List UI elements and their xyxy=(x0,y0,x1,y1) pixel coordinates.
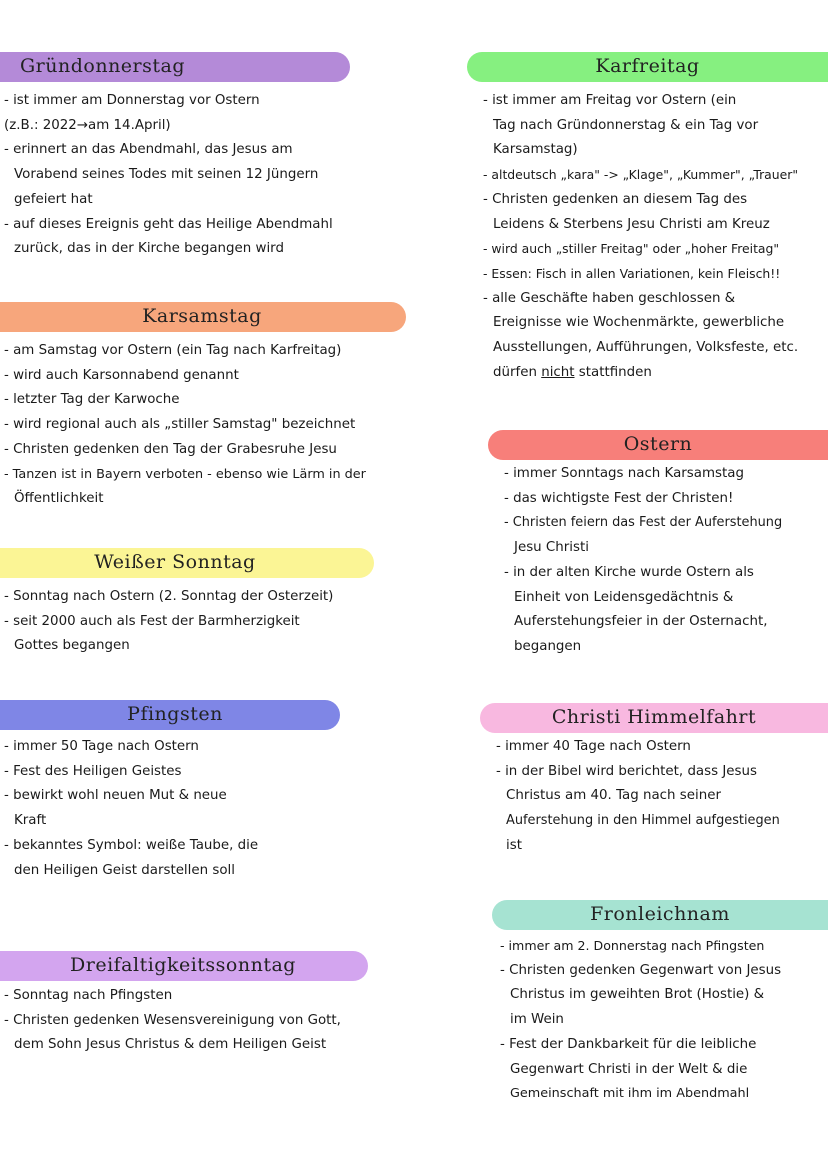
line: - immer 50 Tage nach Ostern xyxy=(4,739,199,754)
line: - Fest der Dankbarkeit für die leibliche xyxy=(500,1036,757,1052)
line: - bekanntes Symbol: weiße Taube, die xyxy=(4,837,259,853)
line: begangen xyxy=(514,638,582,654)
line: - Christen feiern das Fest der Auferstehung xyxy=(504,515,783,531)
line: Gegenwart Christi in der Welt & die xyxy=(510,1061,748,1077)
line: - in der Bibel wird berichtet, dass Jesus xyxy=(496,763,757,779)
section-title: Dreifaltigkeitssonntag xyxy=(70,954,296,976)
line: - bewirkt wohl neuen Mut & neue xyxy=(4,788,227,804)
emphasis-nicht: nicht xyxy=(541,364,575,380)
line: - auf dieses Ereignis geht das Heilige Abendmahl xyxy=(4,216,333,232)
line: den Heiligen Geist darstellen soll xyxy=(14,862,235,878)
section-lines xyxy=(4,89,333,262)
line: - letzter Tag der Karwoche xyxy=(4,392,180,408)
section-title: Pfingsten xyxy=(127,703,223,725)
line: Christus im geweihten Brot (Hostie) & xyxy=(510,987,765,1003)
line: - immer Sonntags nach Karsamstag xyxy=(504,466,744,481)
line: dem Sohn Jesus Christus & dem Heiligen Geist xyxy=(14,1037,327,1053)
section-title: Fronleichnam xyxy=(590,903,730,925)
line: Auferstehungsfeier in der Osternacht, xyxy=(514,614,768,630)
line: - wird regional auch als „stiller Samstag" bezeichnet xyxy=(4,417,356,433)
section-title: Karfreitag xyxy=(595,55,700,77)
line: im Wein xyxy=(510,1012,564,1028)
line: (z.B.: 2022→am 14.April) xyxy=(4,117,171,133)
section-title: Weißer Sonntag xyxy=(94,551,256,573)
line: Jesu Christi xyxy=(514,540,589,556)
line: - Tanzen ist in Bayern verboten - ebenso wie Lärm in der xyxy=(4,466,366,482)
line: - Christen gedenken Gegenwart von Jesus xyxy=(500,962,782,978)
line: Ausstellungen, Aufführungen, Volksfeste, etc. xyxy=(493,340,799,356)
line: Christus am 40. Tag nach seiner xyxy=(506,788,721,804)
line: Kraft xyxy=(14,813,47,829)
line: - das wichtigste Fest der Christen! xyxy=(504,490,734,506)
line: - altdeutsch „kara" -> „Klage", „Kummer", „Trauer" xyxy=(483,167,799,183)
line: Gottes begangen xyxy=(14,638,130,654)
line: - erinnert an das Abendmahl, das Jesus am xyxy=(4,142,293,158)
line: - Christen gedenken Wesensvereinigung von Gott, xyxy=(4,1012,341,1028)
line: - ist immer am Freitag vor Ostern (ein xyxy=(483,93,737,108)
section-title: Christi Himmelfahrt xyxy=(551,706,757,728)
line: ist xyxy=(506,837,522,853)
line: Öffentlichkeit xyxy=(14,491,104,507)
line: Vorabend seines Todes mit seinen 12 Jüngern xyxy=(14,167,319,183)
section-lines xyxy=(500,934,781,1107)
line: - seit 2000 auch als Fest der Barmherzigkeit xyxy=(4,613,300,629)
line-text: dürfen xyxy=(493,364,537,380)
line: - immer 40 Tage nach Ostern xyxy=(496,739,691,754)
line: - am Samstag vor Ostern (ein Tag nach Karfreitag) xyxy=(4,343,342,358)
line: - Christen gedenken an diesem Tag des xyxy=(483,191,748,207)
line: gefeiert hat xyxy=(14,191,93,207)
section-title: Karsamstag xyxy=(142,305,262,327)
line: - Sonntag nach Ostern (2. Sonntag der Osterzeit) xyxy=(4,589,334,604)
line: - wird auch Karsonnabend genannt xyxy=(4,367,239,383)
section-lines xyxy=(496,735,780,859)
line: - wird auch „stiller Freitag" oder „hoher Freitag" xyxy=(483,241,780,257)
line: zurück, das in der Kirche begangen wird xyxy=(14,241,284,257)
section-lines xyxy=(504,462,782,660)
line: - ist immer am Donnerstag vor Ostern xyxy=(4,93,260,108)
line: Karsamstag) xyxy=(493,142,578,158)
section-lines xyxy=(4,339,366,512)
line: Gemeinschaft mit ihm im Abendmahl xyxy=(510,1086,750,1102)
line: Tag nach Gründonnerstag & ein Tag vor xyxy=(493,117,759,133)
line: Auferstehung in den Himmel aufgestiegen xyxy=(506,813,780,829)
section-lines xyxy=(4,735,258,883)
section-lines xyxy=(483,89,798,385)
line: - Sonntag nach Pfingsten xyxy=(4,988,173,1003)
section-title: Gründonnerstag xyxy=(20,55,186,77)
line: Einheit von Leidensgedächtnis & xyxy=(514,589,734,605)
line: Leidens & Sterbens Jesu Christi am Kreuz xyxy=(493,216,770,232)
line: - Christen gedenken den Tag der Grabesruhe Jesu xyxy=(4,441,337,457)
line xyxy=(483,361,798,386)
line: - alle Geschäfte haben geschlossen & xyxy=(483,290,736,306)
line-text: stattfinden xyxy=(578,364,652,380)
section-lines xyxy=(4,585,333,659)
line: - Essen: Fisch in allen Variationen, kein Fleisch!! xyxy=(483,265,781,281)
line: - in der alten Kirche wurde Ostern als xyxy=(504,564,754,580)
line: - immer am 2. Donnerstag nach Pfingsten xyxy=(500,938,765,953)
section-title: Ostern xyxy=(623,433,693,455)
section-lines xyxy=(4,984,341,1058)
line: - Fest des Heiligen Geistes xyxy=(4,763,182,779)
line: Ereignisse wie Wochenmärkte, gewerbliche xyxy=(493,315,785,331)
